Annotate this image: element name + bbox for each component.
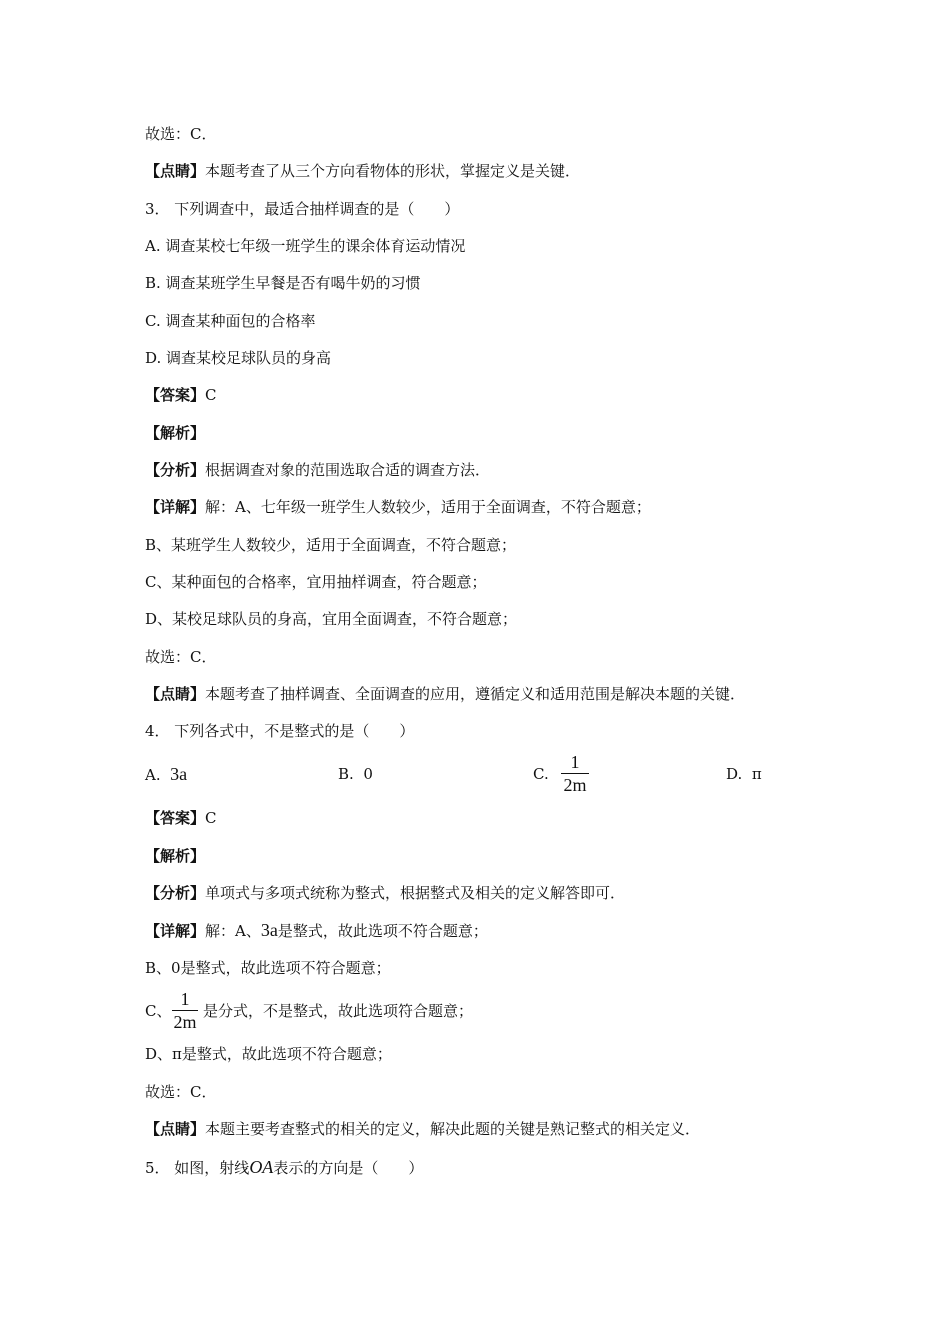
- question-4-option-c-label: C.: [533, 765, 549, 783]
- question-3-option-a: A. 调查某校七年级一班学生的课余体育运动情况: [145, 237, 466, 255]
- question-4-option-a: A. 3a: [145, 764, 188, 784]
- question-5-stem: 5． 如图，射线OA表示的方向是（ ）: [145, 1157, 424, 1177]
- comment-3: 【点睛】本题考查了抽样调查、全面调查的应用，遵循定义和适用范围是解决本题的关键．: [145, 685, 746, 703]
- question-3-option-c: C. 调查某种面包的合格率: [145, 312, 316, 330]
- detail-3-d: D、某校足球队员的身高，宜用全面调查，不符合题意；: [145, 610, 518, 628]
- question-4-option-c-fraction: 1 2m: [561, 751, 589, 796]
- detail-4-d: D、π是整式，故此选项不符合题意；: [145, 1045, 392, 1063]
- analysis-3-summary: 【分析】根据调查对象的范围选取合适的调查方法．: [145, 461, 491, 479]
- conclusion-3: 故选：C．: [145, 648, 217, 666]
- comment-line: 【点睛】本题考查了从三个方向看物体的形状，掌握定义是关键．: [145, 162, 581, 180]
- answer-3-line: 【答案】C: [145, 386, 217, 404]
- detail-3-c: C、某种面包的合格率，宜用抽样调查，符合题意；: [145, 573, 487, 591]
- detail-4-c-fraction: 1 2m: [173, 989, 197, 1032]
- question-3-stem: 3． 下列调查中，最适合抽样调查的是（ ）: [145, 200, 460, 218]
- question-4-stem: 4． 下列各式中，不是整式的是（ ）: [145, 722, 415, 740]
- question-4-option-d: D. π: [726, 765, 762, 783]
- answer-4-line: 【答案】C: [145, 809, 217, 827]
- detail-4-a: 【详解】解：A、3a是整式，故此选项不符合题意；: [145, 920, 488, 940]
- analysis-4-heading: 【解析】: [145, 847, 206, 865]
- conclusion-line: 故选：C．: [145, 125, 217, 143]
- detail-4-b: B、0是整式，故此选项不符合题意；: [145, 959, 391, 977]
- analysis-4-summary: 【分析】单项式与多项式统称为整式，根据整式及相关的定义解答即可．: [145, 884, 626, 902]
- detail-4-c-text: 是分式，不是整式，故此选项符合题意；: [203, 1002, 474, 1020]
- question-3-option-b: B. 调查某班学生早餐是否有喝牛奶的习惯: [145, 274, 421, 292]
- comment-4: 【点睛】本题主要考查整式的相关的定义，解决此题的关键是熟记整式的相关定义．: [145, 1120, 701, 1138]
- conclusion-4: 故选：C．: [145, 1083, 217, 1101]
- detail-4-c-prefix: C、: [145, 1002, 172, 1020]
- math-expression: 3a: [170, 764, 188, 784]
- question-4-option-b: B. 0: [338, 765, 373, 783]
- comment-tag: 【点睛】: [145, 162, 206, 180]
- analysis-3-heading: 【解析】: [145, 424, 206, 442]
- detail-3-a: 【详解】解：A、七年级一班学生人数较少，适用于全面调查，不符合题意；: [145, 498, 651, 516]
- detail-3-b: B、某班学生人数较少，适用于全面调查，不符合题意；: [145, 536, 517, 554]
- question-3-option-d: D. 调查某校足球队员的身高: [145, 349, 332, 367]
